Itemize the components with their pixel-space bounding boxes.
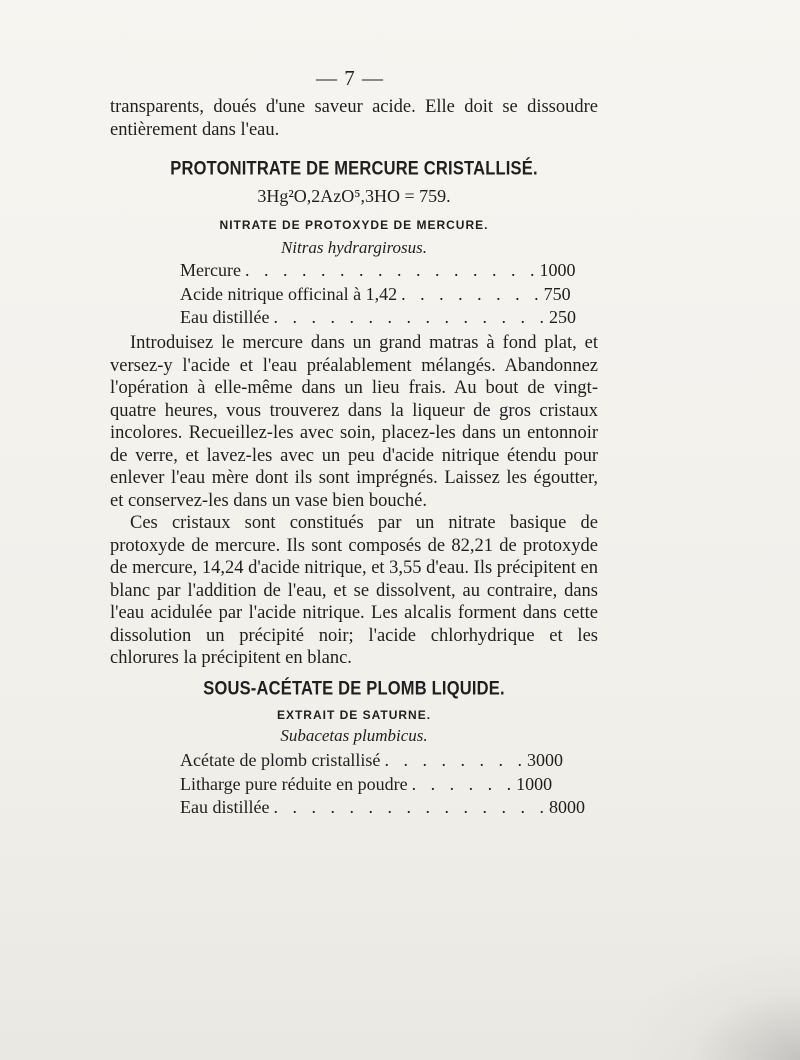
leader-dots: . . . . . . . . xyxy=(384,750,527,770)
intro-paragraph-block xyxy=(110,96,598,141)
leader-dots: . . . . . . xyxy=(411,773,517,794)
ingredient-quantity: 1000 xyxy=(539,260,576,280)
section1-title: PROTONITRATE DE MERCURE CRISTALLISÉ. xyxy=(170,158,538,180)
ingredient-quantity: 1000 xyxy=(516,773,553,794)
ingredient-name: Eau distillée xyxy=(180,797,270,817)
leader-dots: . . . . . . . . . . . . . . . . xyxy=(244,260,540,280)
ingredient-quantity: 750 xyxy=(543,283,571,304)
recipe-row xyxy=(180,307,576,331)
ingredient-quantity: 8000 xyxy=(548,797,585,817)
intro-paragraph: transparents, doués d'une saveur acide. Elle doit se dissoudre entièrement dans l'eau. xyxy=(110,97,598,140)
section1-formula: 3Hg²O,2AzO⁵,3HO = 759. xyxy=(257,186,451,206)
recipe-row xyxy=(180,797,585,821)
section1-recipe xyxy=(180,260,576,331)
section1-latin-name: Nitras hydrargirosus. xyxy=(280,238,428,257)
leader-dots: . . . . . . . . xyxy=(401,283,544,304)
section1-subtitle: NITRATE DE PROTOXYDE DE MERCURE. xyxy=(219,218,489,232)
recipe-row xyxy=(180,750,563,774)
ingredient-name: Acétate de plomb cristallisé xyxy=(180,750,381,770)
page-corner-shadow xyxy=(630,950,800,1060)
ingredient-name: Litharge pure réduite en poudre xyxy=(180,773,408,794)
ingredient-name: Eau distillée xyxy=(180,307,270,327)
section1-body xyxy=(110,332,598,670)
ingredient-name: Mercure xyxy=(180,260,241,280)
ingredient-quantity: 250 xyxy=(548,307,576,327)
recipe-row xyxy=(180,283,571,308)
section2-subtitle: EXTRAIT DE SATURNE. xyxy=(276,708,432,722)
ingredient-name: Acide nitrique officinal à 1,42 xyxy=(180,283,398,304)
section2-recipe xyxy=(180,750,585,821)
page-number: — 7 — xyxy=(316,66,384,90)
leader-dots: . . . . . . . . . . . . . . . xyxy=(273,307,549,327)
recipe-row xyxy=(180,260,576,284)
section2-title: SOUS-ACÉTATE DE PLOMB LIQUIDE. xyxy=(203,678,505,700)
section1-paragraph-1: Introduisez le mercure dans un grand matras à fond plat, et versez-y l'acide et l'eau préalablement mélangés. Abandonnez l'opération à elle-même dans un lieu frais. Au bout de vingt-quatre heures, vous trouverez dans la liqueur de gros cristaux incolores. Recueillez-les avec soin, placez-les dans un entonnoir de verre, et lavez-les avec un peu d'acide nitrique étendu pour enlever l'eau mère dont ils sont imprégnés. Laissez les égoutter, et conservez-les dans un vase bien bouché. xyxy=(110,333,598,511)
recipe-row xyxy=(180,773,553,798)
ingredient-quantity: 3000 xyxy=(526,750,563,770)
leader-dots: . . . . . . . . . . . . . . . xyxy=(273,797,549,817)
section1-paragraph-2: Ces cristaux sont constitués par un nitrate basique de protoxyde de mercure. Ils sont composés de 82,21 de protoxyde de mercure, 14,24 d'acide nitrique, et 3,55 d'eau. Ils précipitent en blanc par l'addition de l'eau, et se dissolvent, au contraire, dans l'eau acidulée par l'acide nitrique. Les alcalis forment dans cette dissolution un précipité noir; l'acide chlorhydrique et les chlorures la précipitent en blanc. xyxy=(110,513,599,668)
section2-latin-name: Subacetas plumbicus. xyxy=(280,726,428,745)
